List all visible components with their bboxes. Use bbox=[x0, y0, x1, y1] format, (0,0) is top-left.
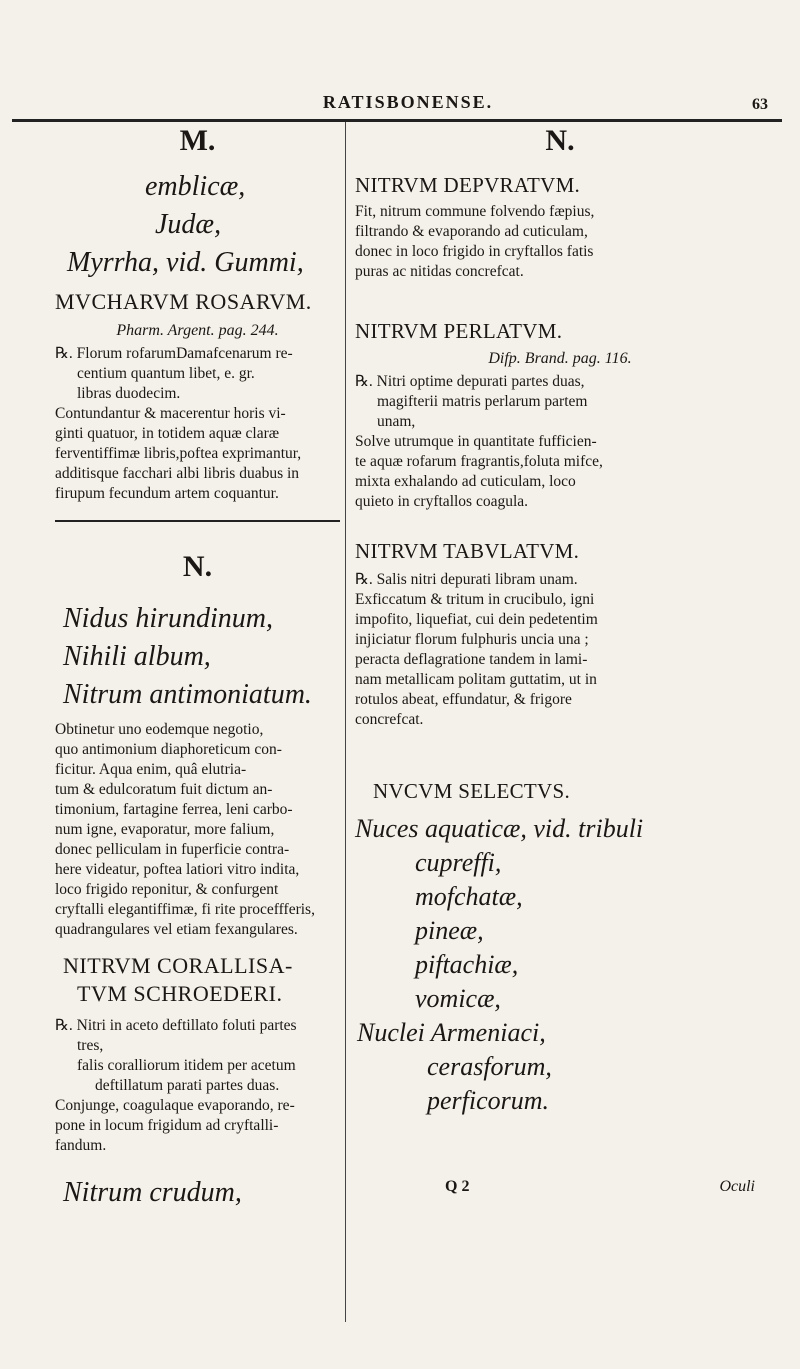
entry-nitrum-crudum: Nitrum crudum, bbox=[63, 1177, 242, 1208]
right-column bbox=[355, 124, 765, 1202]
recipe-line: concrefcat. bbox=[355, 711, 424, 728]
recipe-line: impofito, liquefiat, cui dein pedetentim bbox=[355, 611, 598, 628]
body-line: tum & edulcoratum fuit dictum an- bbox=[55, 781, 273, 798]
section-rule bbox=[55, 520, 340, 522]
body-line: donec pelliculam in fuperficie contra- bbox=[55, 841, 290, 858]
recipe-line: ginti quatuor, in totidem aquæ claræ bbox=[55, 425, 280, 442]
recipe-line: ℞. Nitri optime depurati partes duas, bbox=[355, 373, 585, 390]
left-column bbox=[55, 124, 340, 1212]
recipe-line: te aquæ rofarum fragrantis,foluta mifce, bbox=[355, 453, 603, 470]
heading-mucharum: MVCHARVM ROSARVM. bbox=[55, 289, 312, 314]
reference-mucharum: Pharm. Argent. pag. 244. bbox=[116, 322, 279, 339]
recipe-line: Contundantur & macerentur horis vi- bbox=[55, 405, 286, 422]
entry-myrrha: Myrrha, vid. Gummi, bbox=[67, 247, 304, 278]
recipe-line: magifterii matris perlarum partem bbox=[377, 393, 588, 410]
body-line: quo antimonium diaphoreticum con- bbox=[55, 741, 282, 758]
recipe-line: ℞. Salis nitri depurati libram unam. bbox=[355, 571, 578, 588]
entry-cerasorum: cerasforum, bbox=[427, 1052, 552, 1081]
recipe-line: falis coralliorum itidem per acetum bbox=[77, 1057, 296, 1074]
body-line: here videatur, poftea latiori vitro indita, bbox=[55, 861, 300, 878]
section-letter-m: M. bbox=[179, 124, 216, 157]
heading-perlatum: NITRVM PERLATVM. bbox=[355, 319, 563, 343]
body-line: donec in loco frigido in cryftallos fatis bbox=[355, 243, 594, 260]
recipe-line: mixta exhalando ad cuticulam, loco bbox=[355, 473, 576, 490]
heading-tabulatum: NITRVM TABVLATVM. bbox=[355, 539, 580, 563]
body-line: filtrando & evaporando ad cuticulam, bbox=[355, 223, 588, 240]
body-line: quadrangulares vel etiam fexangulares. bbox=[55, 921, 298, 938]
recipe-line: injiciatur florum fulphuris uncia una ; bbox=[355, 631, 589, 648]
recipe-line: Exficcatum & tritum in crucibulo, igni bbox=[355, 591, 595, 608]
body-line: ficitur. Aqua enim, quâ elutria- bbox=[55, 761, 247, 778]
entry-pineae: pineæ, bbox=[415, 916, 484, 945]
entry-nuclei: Nuclei Armeniaci, bbox=[357, 1018, 546, 1047]
page-number: 63 bbox=[752, 96, 768, 113]
recipe-line: libras duodecim. bbox=[77, 385, 181, 402]
recipe-line: nam metallicam politam guttatim, ut in bbox=[355, 671, 597, 688]
recipe-line: rotulos abeat, effundatur, & frigore bbox=[355, 691, 572, 708]
signature-mark: Q 2 bbox=[445, 1178, 470, 1195]
body-line: loco frigido reponitur, & confurgent bbox=[55, 881, 279, 898]
recipe-line: ℞. Nitri in aceto deftillato foluti partes bbox=[55, 1017, 297, 1034]
entry-persicorum: perficorum. bbox=[427, 1086, 550, 1115]
heading-nucum: NVCVM SELECTVS. bbox=[373, 779, 571, 803]
recipe-line: Conjunge, coagulaque evaporando, re- bbox=[55, 1097, 295, 1114]
catchword: Oculi bbox=[719, 1178, 755, 1195]
recipe-line: firupum fecundum artem coquantur. bbox=[55, 485, 279, 502]
section-letter-n-right: N. bbox=[545, 124, 575, 157]
running-title: RATISBONENSE. bbox=[322, 92, 494, 112]
entry-nitrum-antimoniatum: Nitrum antimoniatum. bbox=[63, 679, 312, 710]
column-divider bbox=[345, 122, 346, 1322]
entry-nuces: Nuces aquaticæ, vid. tribuli bbox=[355, 814, 644, 843]
page-footer bbox=[355, 1178, 765, 1202]
recipe-line: quieto in cryftallos coagula. bbox=[355, 493, 529, 510]
recipe-line: fandum. bbox=[55, 1137, 107, 1154]
heading-corallisatum-cont: TVM SCHROEDERI. bbox=[77, 981, 283, 1006]
recipe-line: unam, bbox=[377, 413, 416, 430]
entry-moschatae: mofchatæ, bbox=[415, 882, 523, 911]
recipe-line: additisque facchari albi libris duabus in bbox=[55, 465, 300, 482]
heading-depuratum: NITRVM DEPVRATVM. bbox=[355, 173, 581, 197]
recipe-line: tres, bbox=[77, 1037, 104, 1054]
recipe-line: Solve utrumque in quantitate fufficien- bbox=[355, 433, 597, 450]
body-line: num igne, evaporatur, more falium, bbox=[55, 821, 275, 838]
body-line: cryftalli elegantiffimæ, fi rite proceffferis, bbox=[55, 901, 315, 918]
body-line: Fit, nitrum commune folvendo fæpius, bbox=[355, 203, 595, 220]
body-line: Obtinetur uno eodemque negotio, bbox=[55, 721, 264, 738]
recipe-line: ferventiffimæ libris,poftea exprimantur, bbox=[55, 445, 302, 462]
header-rule bbox=[12, 119, 782, 122]
recipe-line: deftillatum parati partes duas. bbox=[95, 1077, 280, 1094]
entry-vomicae: vomicæ, bbox=[415, 984, 501, 1013]
heading-corallisatum: NITRVM CORALLISA- bbox=[63, 953, 293, 978]
recipe-line: centium quantum libet, e. gr. bbox=[77, 365, 255, 382]
entry-cupressi: cupreffi, bbox=[415, 848, 502, 877]
entry-nidus: Nidus hirundinum, bbox=[63, 603, 274, 634]
body-line: puras ac nitidas concrefcat. bbox=[355, 263, 524, 280]
recipe-line: pone in locum frigidum ad cryftalli- bbox=[55, 1117, 279, 1134]
recipe-line: ℞. Florum rofarumDamafcenarum re- bbox=[55, 345, 293, 362]
recipe-line: peracta deflagratione tandem in lami- bbox=[355, 651, 588, 668]
section-letter-n: N. bbox=[182, 550, 213, 583]
entry-nihili: Nihili album, bbox=[63, 641, 211, 672]
entry-judae: Judæ, bbox=[155, 209, 222, 240]
body-line: timonium, fartagine ferrea, leni carbo- bbox=[55, 801, 293, 818]
reference-perlatum: Difp. Brand. pag. 116. bbox=[488, 350, 632, 367]
entry-emblicae: emblicæ, bbox=[145, 171, 246, 202]
entry-pistachiae: piftachiæ, bbox=[415, 950, 519, 979]
